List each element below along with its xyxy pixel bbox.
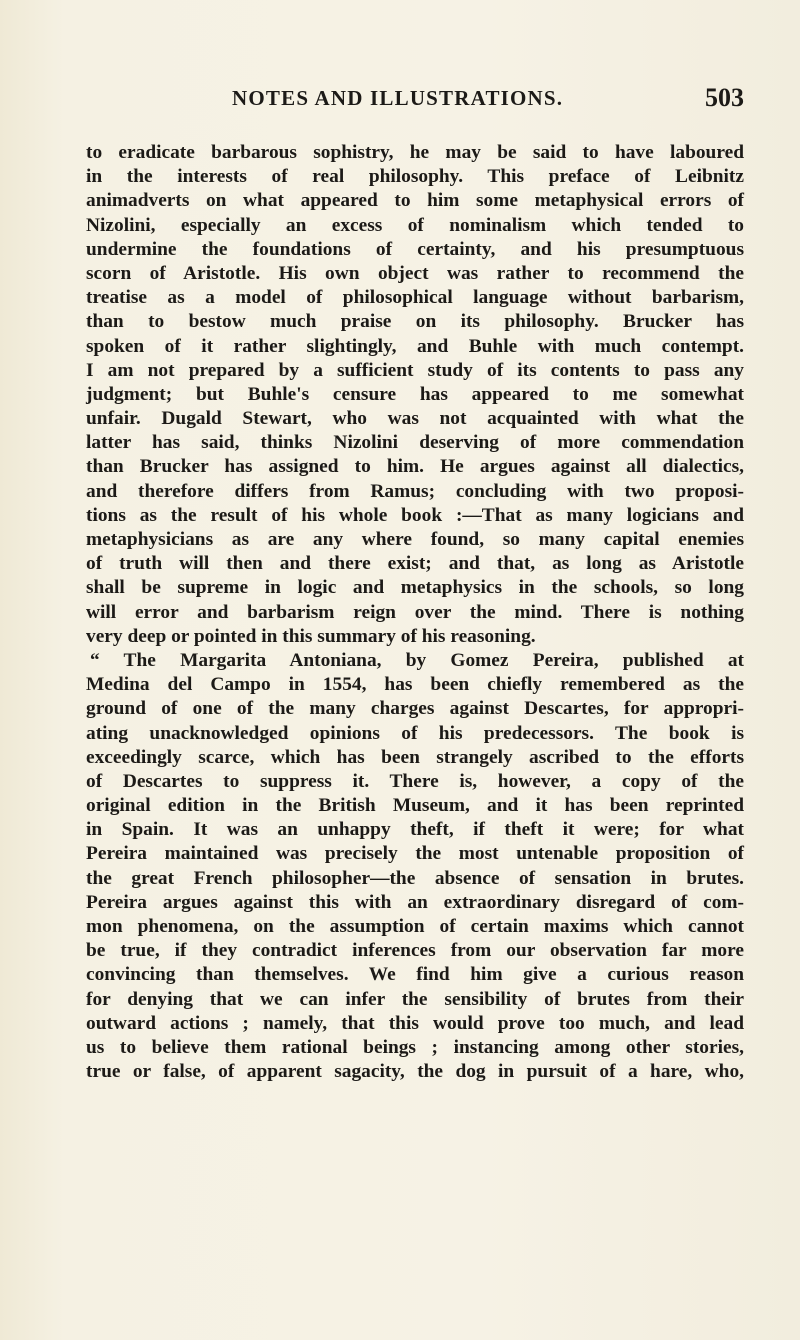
text-line: “ The Margarita Antoniana, by Gomez Pereira, published at	[90, 649, 744, 671]
text-line: ating unacknowledged opinions of his predecessors. The book is	[86, 722, 744, 744]
text-line: outward actions ; namely, that this would prove too much, and lead	[86, 1012, 744, 1034]
text-line: will error and barbarism reign over the mind. There is nothing	[86, 601, 744, 623]
text-line: of truth will then and there exist; and that, as long as Aristotle	[86, 553, 744, 575]
text-line: undermine the foundations of certainty, and his presumptuous	[86, 238, 744, 260]
text-line: Medina del Campo in 1554, has been chiefly remembered as the	[86, 674, 744, 696]
text-line: animadverts on what appeared to him some metaphysical errors of	[86, 190, 744, 212]
text-line: metaphysicians as are any where found, so many capital enemies	[86, 529, 744, 550]
text-line: in the interests of real philosophy. This preface of Leibnitz	[86, 166, 744, 188]
running-head: NOTES AND ILLUSTRATIONS.	[232, 86, 564, 110]
text-line: treatise as a model of philosophical language without barbarism,	[86, 287, 744, 309]
text-line: mon phenomena, on the assumption of certain maxims which cannot	[86, 916, 744, 937]
text-line: of Descartes to suppress it. There is, however, a copy of the	[86, 770, 744, 792]
text-line: true or false, of apparent sagacity, the dog in pursuit of a hare, who,	[86, 1061, 744, 1083]
text-line: original edition in the British Museum, and it has been reprinted	[86, 795, 744, 817]
page-header	[86, 83, 744, 118]
text-line: Pereira argues against this with an extraordinary disregard of com-	[86, 891, 744, 913]
text-line: ground of one of the many charges against Descartes, for appropri-	[86, 698, 744, 720]
text-line: Nizolini, especially an excess of nominalism which tended to	[86, 214, 744, 236]
text-line: to eradicate barbarous sophistry, he may be said to have laboured	[86, 142, 744, 163]
text-line: the great French philosopher—the absence of sensation in brutes.	[86, 867, 744, 889]
text-line: judgment; but Buhle's censure has appeared to me somewhat	[86, 383, 744, 405]
body-text	[86, 141, 744, 1084]
text-line: scorn of Aristotle. His own object was rather to recommend the	[86, 262, 744, 284]
text-line: for denying that we can infer the sensibility of brutes from their	[86, 988, 744, 1010]
text-line: us to believe them rational beings ; instancing among other stories,	[86, 1036, 744, 1058]
text-line: than Brucker has assigned to him. He argues against all dialectics,	[86, 456, 744, 478]
text-line: I am not prepared by a sufficient study of its contents to pass any	[86, 359, 744, 381]
text-line: convincing than themselves. We find him give a curious reason	[86, 964, 744, 986]
text-line: in Spain. It was an unhappy theft, if theft it were; for what	[86, 819, 744, 841]
text-line: very deep or pointed in this summary of his reasoning.	[86, 625, 536, 647]
page-number: 503	[705, 83, 744, 112]
text-line: be true, if they contradict inferences from our observation far more	[86, 940, 744, 962]
text-line: exceedingly scarce, which has been strangely ascribed to the efforts	[86, 746, 744, 768]
text-line: latter has said, thinks Nizolini deserving of more commendation	[86, 432, 744, 454]
text-line: Pereira maintained was precisely the most untenable proposition of	[86, 843, 744, 865]
text-line: spoken of it rather slightingly, and Buhle with much contempt.	[86, 335, 744, 357]
text-line: shall be supreme in logic and metaphysics in the schools, so long	[86, 577, 744, 599]
text-line: unfair. Dugald Stewart, who was not acquainted with what the	[86, 408, 744, 430]
text-line: and therefore differs from Ramus; concluding with two proposi-	[86, 480, 744, 502]
text-line: than to bestow much praise on its philosophy. Brucker has	[86, 311, 744, 333]
text-line: tions as the result of his whole book :—That as many logicians and	[86, 504, 744, 526]
